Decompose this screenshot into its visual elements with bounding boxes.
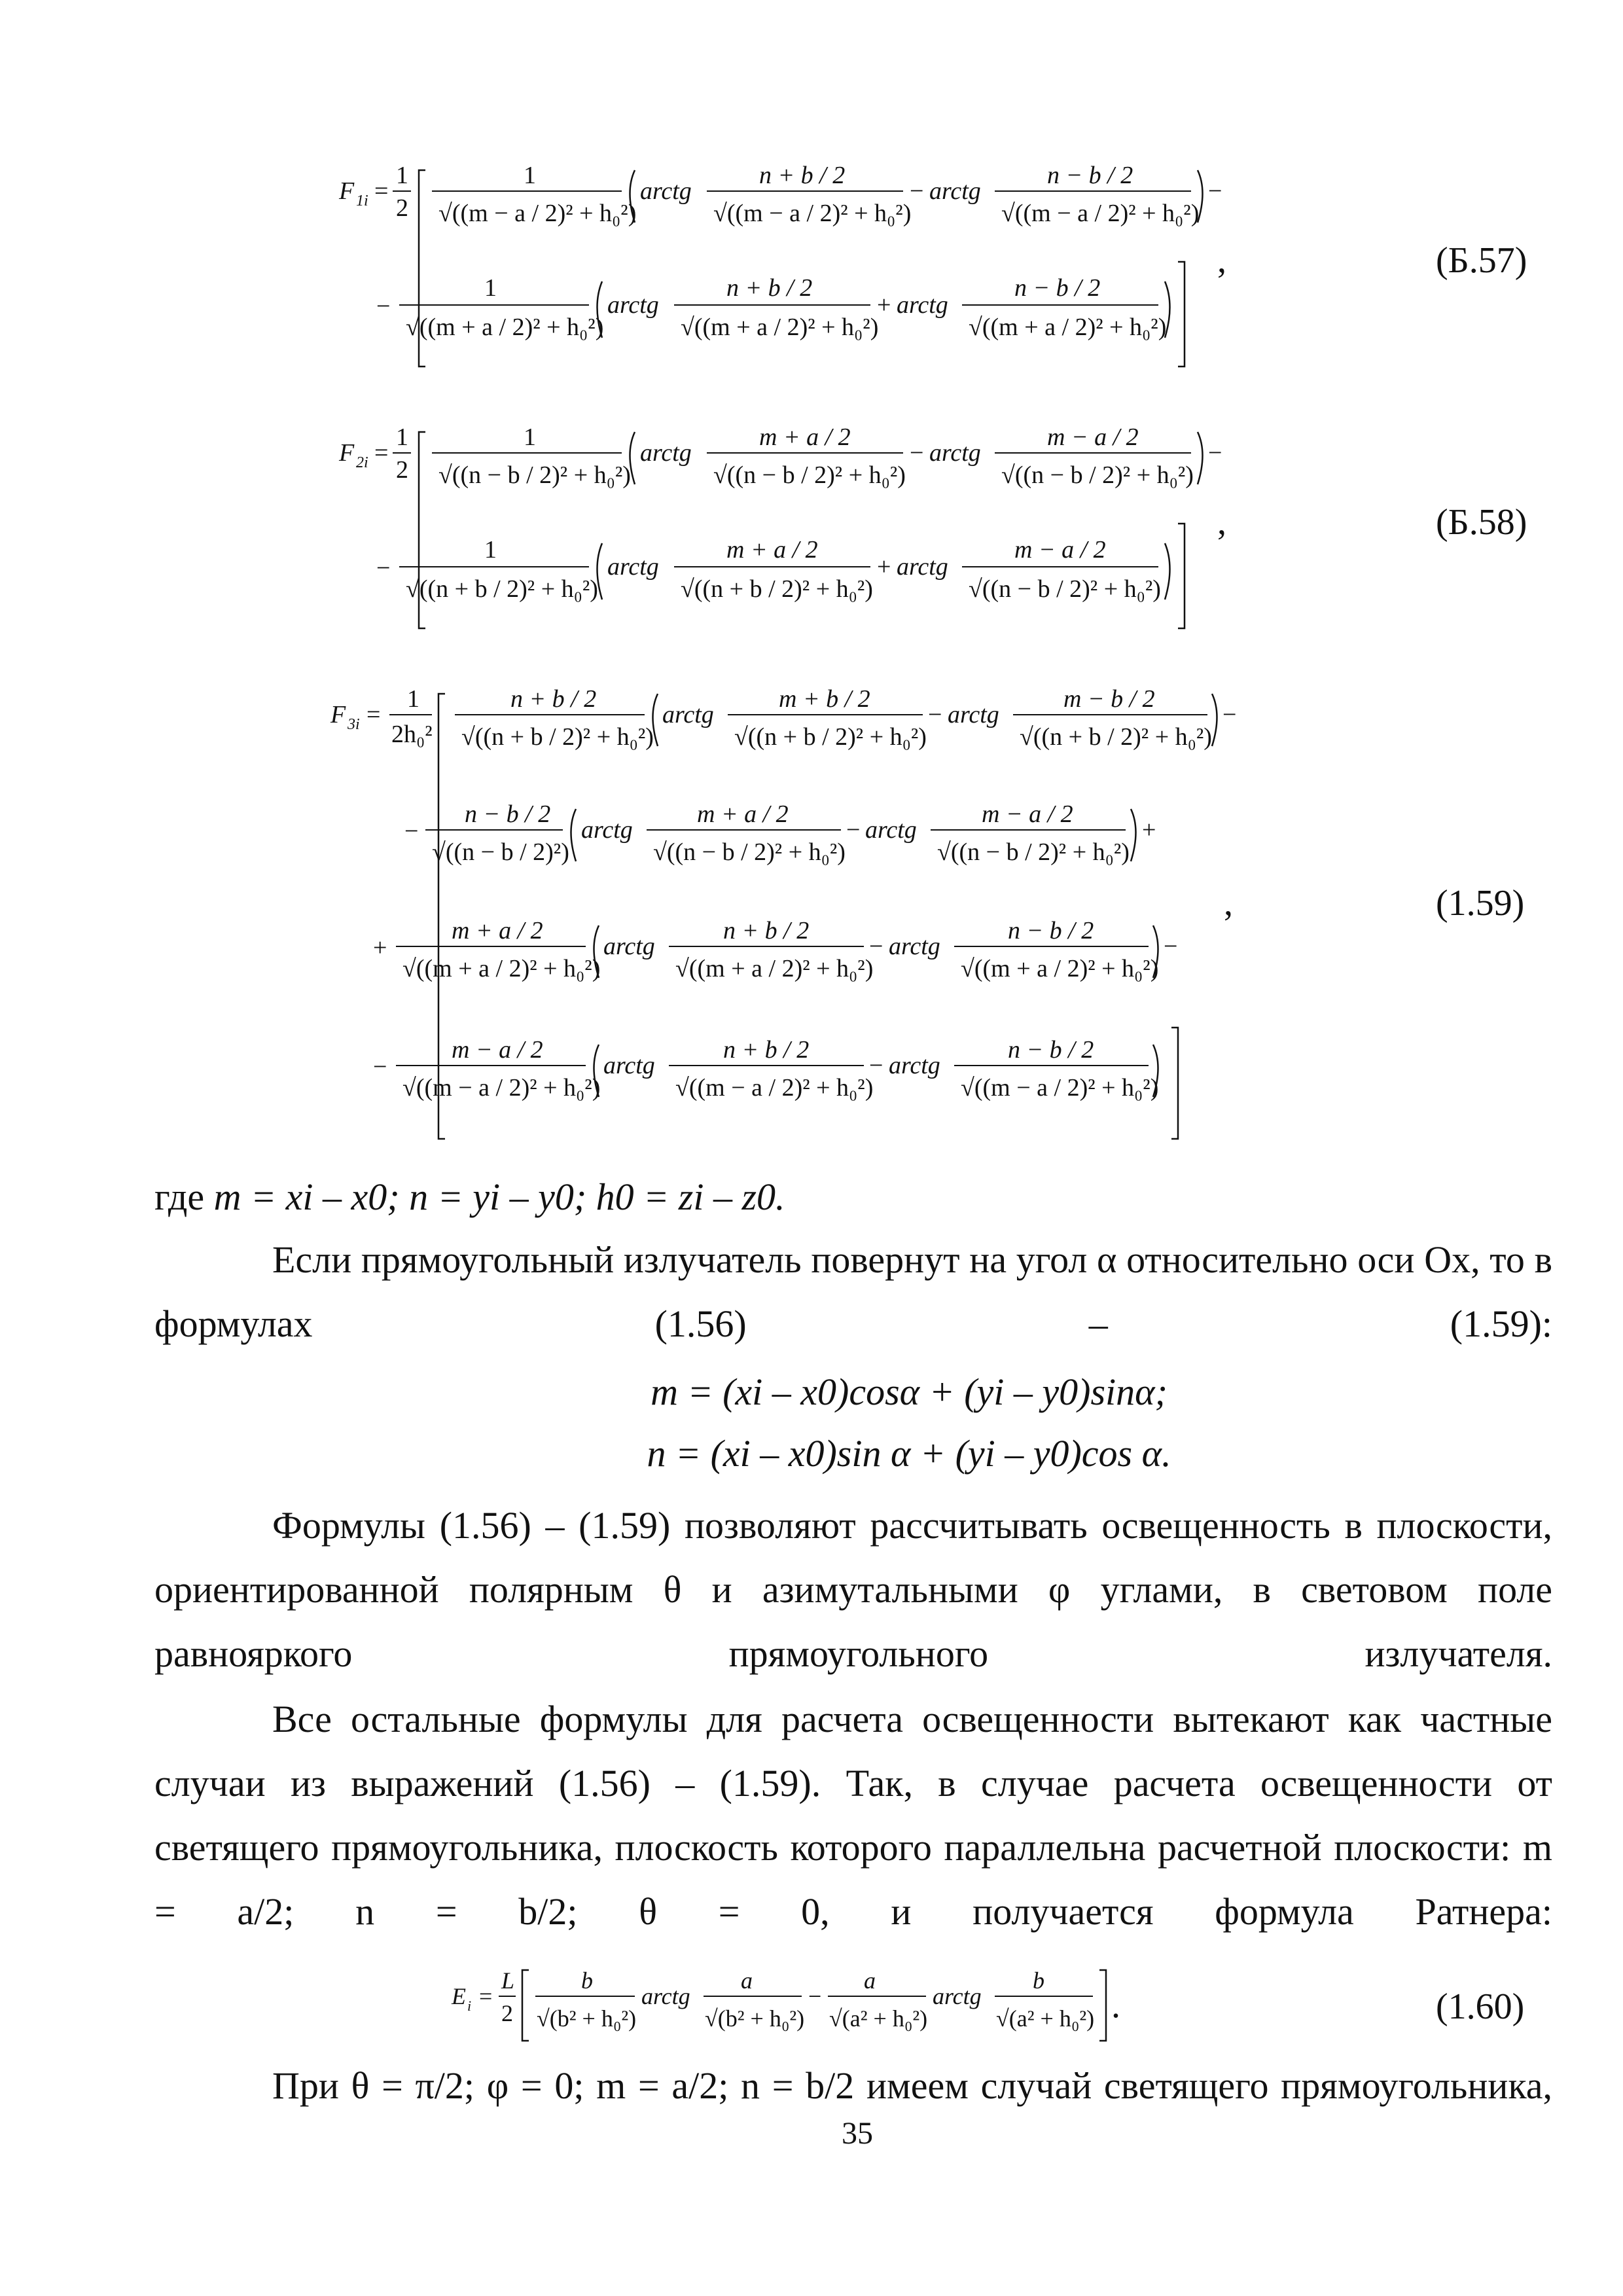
svg-text:√(a² + h₀²): √(a² + h₀²) [829, 2005, 928, 2032]
svg-text:a: a [864, 1967, 876, 1994]
svg-text:1i: 1i [356, 192, 368, 209]
svg-text:m + a / 2: m + a / 2 [452, 917, 543, 944]
svg-text:n + b / 2: n + b / 2 [723, 1036, 810, 1064]
equation-1-60 [445, 1950, 1198, 2049]
equation-b58 [327, 412, 1243, 641]
svg-text:n − b / 2: n − b / 2 [1008, 917, 1094, 944]
svg-text:=: = [374, 439, 389, 467]
svg-text:2: 2 [501, 2000, 513, 2026]
page-number: 35 [842, 2116, 873, 2151]
svg-text:n − b / 2: n − b / 2 [1047, 162, 1133, 189]
svg-text:−: − [1208, 177, 1222, 205]
where-definitions: m = xi – x0; n = yi – y0; h0 = zi – z0. [213, 1175, 785, 1218]
svg-text:2h₀²: 2h₀² [391, 721, 433, 748]
svg-text:√(a² + h₀²): √(a² + h₀²) [996, 2005, 1095, 2032]
svg-text:m + a / 2: m + a / 2 [726, 536, 818, 564]
svg-text:−: − [910, 177, 924, 205]
svg-text:−: − [373, 1053, 387, 1081]
svg-text:−: − [1222, 701, 1237, 728]
svg-text:arctg: arctg [865, 816, 917, 844]
equation-b58-number: (Б.58) [1436, 502, 1527, 543]
svg-text:n + b / 2: n + b / 2 [510, 685, 597, 713]
svg-text:√((m + a / 2)² + h₀²): √((m + a / 2)² + h₀²) [675, 955, 874, 982]
paragraph-cases-text: Все остальные формулы для расчета освещенности вытекают как частные случаи из выражений (1.56) – (1.59). Так, в случае расчета освещенности от светящего прямоугольника, плоскость которого параллельна расчетной плоскости: m = a/2; n = b/2; θ = 0, и получается формула Ратнера: [154, 1698, 1552, 1933]
svg-text:√((m + a / 2)² + h₀²): √((m + a / 2)² + h₀²) [961, 955, 1159, 982]
equation-b58-separator: , [1217, 502, 1226, 543]
equation-b57-separator: , [1217, 240, 1226, 281]
svg-text:n − b / 2: n − b / 2 [1008, 1036, 1094, 1064]
svg-text:√((m + a / 2)² + h₀²): √((m + a / 2)² + h₀²) [406, 314, 604, 341]
equation-1-60-number: (1.60) [1436, 1986, 1525, 2027]
svg-text:i: i [467, 1998, 472, 2014]
svg-text:√((n − b / 2)² + h₀²): √((n − b / 2)² + h₀²) [1001, 461, 1194, 489]
svg-text:arctg: arctg [640, 439, 692, 467]
svg-text:arctg: arctg [640, 177, 692, 205]
svg-text:−: − [928, 701, 942, 728]
svg-text:+: + [373, 934, 387, 961]
svg-text:√((n + b / 2)² + h₀²): √((n + b / 2)² + h₀²) [1020, 723, 1212, 751]
formula-m-text: m = (xi – x0)cosα + (yi – y0)sinα; [651, 1371, 1168, 1413]
svg-text:−: − [910, 439, 924, 467]
svg-text:−: − [404, 817, 419, 845]
svg-text:n + b / 2: n + b / 2 [723, 917, 810, 944]
svg-text:arctg: arctg [662, 701, 714, 728]
svg-text:n − b / 2: n − b / 2 [465, 800, 551, 828]
svg-text:−: − [808, 1983, 822, 2009]
svg-text:√((m + a / 2)² + h₀²): √((m + a / 2)² + h₀²) [969, 314, 1167, 341]
svg-text:m − a / 2: m − a / 2 [452, 1036, 543, 1064]
svg-text:√((m − a / 2)² + h₀²): √((m − a / 2)² + h₀²) [713, 200, 912, 227]
where-line [154, 1165, 1552, 1229]
svg-text:F: F [339, 177, 355, 205]
svg-text:arctg: arctg [607, 291, 659, 319]
svg-text:arctg: arctg [581, 816, 633, 844]
svg-text:arctg: arctg [897, 291, 948, 319]
svg-text:arctg: arctg [929, 177, 981, 205]
svg-text:−: − [1164, 933, 1178, 960]
svg-text:√((m − a / 2)² + h₀²): √((m − a / 2)² + h₀²) [1001, 200, 1200, 227]
svg-text:arctg: arctg [889, 1052, 940, 1079]
svg-text:E: E [452, 1983, 466, 2009]
svg-text:b: b [581, 1967, 593, 1994]
formula-n-text: n = (xi – x0)sin α + (yi – y0)cos α. [647, 1432, 1171, 1475]
formula-n [154, 1422, 1552, 1486]
svg-text:−: − [376, 554, 391, 582]
svg-text:+: + [877, 553, 891, 581]
svg-text:arctg: arctg [889, 933, 940, 960]
svg-text:n + b / 2: n + b / 2 [759, 162, 846, 189]
svg-text:F: F [339, 439, 355, 467]
paragraph-cases [154, 1687, 1552, 1944]
formula-m [154, 1360, 1552, 1424]
svg-text:√((m − a / 2)² + h₀²): √((m − a / 2)² + h₀²) [961, 1074, 1159, 1102]
svg-text:1: 1 [524, 162, 536, 189]
svg-text:arctg: arctg [897, 553, 948, 581]
svg-text:√((m + a / 2)² + h₀²): √((m + a / 2)² + h₀²) [402, 955, 601, 982]
svg-text:√((n + b / 2)² + h₀²): √((n + b / 2)² + h₀²) [681, 575, 873, 603]
svg-text:n + b / 2: n + b / 2 [726, 274, 813, 302]
svg-text:arctg: arctg [641, 1983, 690, 2009]
svg-text:F: F [330, 701, 346, 728]
svg-text:m − a / 2: m − a / 2 [982, 800, 1073, 828]
svg-text:√((n − b / 2)² + h₀²): √((n − b / 2)² + h₀²) [713, 461, 906, 489]
equation-b57 [327, 151, 1243, 380]
where-prefix: где [154, 1175, 205, 1218]
svg-text:1: 1 [407, 685, 419, 713]
svg-text:+: + [877, 291, 891, 319]
svg-text:√((n + b / 2)² + h₀²): √((n + b / 2)² + h₀²) [734, 723, 927, 751]
svg-text:√((n − b / 2)² + h₀²): √((n − b / 2)² + h₀²) [969, 575, 1161, 603]
svg-text:2i: 2i [356, 454, 368, 471]
svg-text:arctg: arctg [929, 439, 981, 467]
svg-text:=: = [479, 1983, 493, 2009]
svg-text:arctg: arctg [603, 933, 655, 960]
svg-text:m − b / 2: m − b / 2 [1063, 685, 1155, 713]
svg-text:√((n − b / 2)²): √((n − b / 2)²) [432, 838, 569, 866]
svg-text:arctg: arctg [933, 1983, 982, 2009]
svg-text:=: = [366, 701, 381, 728]
svg-text:n − b / 2: n − b / 2 [1014, 274, 1101, 302]
svg-text:m + a / 2: m + a / 2 [697, 800, 789, 828]
equation-b57-number: (Б.57) [1436, 240, 1527, 281]
equation-1-59-number: (1.59) [1436, 883, 1525, 924]
svg-text:1: 1 [484, 536, 497, 564]
svg-text:√((n − b / 2)² + h₀²): √((n − b / 2)² + h₀²) [653, 838, 846, 866]
svg-text:+: + [1142, 816, 1156, 844]
svg-text:a: a [741, 1967, 753, 1994]
svg-text:m + b / 2: m + b / 2 [779, 685, 870, 713]
svg-text:√((n + b / 2)² + h₀²): √((n + b / 2)² + h₀²) [406, 575, 598, 603]
svg-text:√((n + b / 2)² + h₀²): √((n + b / 2)² + h₀²) [461, 723, 654, 751]
paragraph-rotation-text: Если прямоугольный излучатель повернут на угол α относительно оси Ох, то в формулах (1.56) – (1.59): [154, 1238, 1552, 1345]
svg-text:1: 1 [396, 423, 408, 451]
svg-text:m − a / 2: m − a / 2 [1047, 423, 1139, 451]
svg-text:m + a / 2: m + a / 2 [759, 423, 851, 451]
svg-text:√((m − a / 2)² + h₀²): √((m − a / 2)² + h₀²) [675, 1074, 874, 1102]
paragraph-formulas [154, 1494, 1552, 1686]
svg-text:3i: 3i [348, 716, 360, 733]
svg-text:−: − [376, 293, 391, 320]
svg-text:1: 1 [396, 162, 408, 189]
svg-text:−: − [846, 816, 861, 844]
svg-text:L: L [501, 1967, 515, 1994]
svg-text:1: 1 [524, 423, 536, 451]
svg-text:−: − [869, 933, 883, 960]
svg-text:√((m + a / 2)² + h₀²): √((m + a / 2)² + h₀²) [681, 314, 879, 341]
svg-text:2: 2 [396, 194, 408, 222]
svg-text:−: − [1208, 439, 1222, 467]
paragraph-rotation [154, 1228, 1552, 1356]
svg-text:2: 2 [396, 456, 408, 484]
paragraph-last-line-text: При θ = π/2; φ = 0; m = a/2; n = b/2 имеем случай светящего прямоугольника, [272, 2064, 1552, 2107]
equation-1-59-separator: , [1224, 883, 1233, 924]
svg-text:√((n − b / 2)² + h₀²): √((n − b / 2)² + h₀²) [438, 461, 631, 489]
svg-text:−: − [869, 1052, 883, 1079]
equation-1-60-separator: . [1111, 1985, 1120, 2026]
svg-text:m − a / 2: m − a / 2 [1014, 536, 1106, 564]
paragraph-last-line [154, 2054, 1552, 2118]
paragraph-formulas-text: Формулы (1.56) – (1.59) позволяют рассчитывать освещенность в плоскости, ориентированной полярным θ и азимутальными φ углами, в световом поле равнояркого прямоугольного излучателя. [154, 1504, 1552, 1675]
svg-text:√((m − a / 2)² + h₀²): √((m − a / 2)² + h₀²) [438, 200, 637, 227]
svg-text:√(b² + h₀²): √(b² + h₀²) [537, 2005, 637, 2032]
equation-1-59 [327, 674, 1243, 1145]
svg-text:arctg: arctg [607, 553, 659, 581]
svg-text:√((m − a / 2)² + h₀²): √((m − a / 2)² + h₀²) [402, 1074, 601, 1102]
svg-text:b: b [1033, 1967, 1044, 1994]
svg-text:arctg: arctg [948, 701, 999, 728]
svg-text:√((n − b / 2)² + h₀²): √((n − b / 2)² + h₀²) [937, 838, 1130, 866]
svg-text:arctg: arctg [603, 1052, 655, 1079]
svg-text:=: = [374, 177, 389, 205]
svg-text:√(b² + h₀²): √(b² + h₀²) [705, 2005, 805, 2032]
svg-text:1: 1 [484, 274, 497, 302]
